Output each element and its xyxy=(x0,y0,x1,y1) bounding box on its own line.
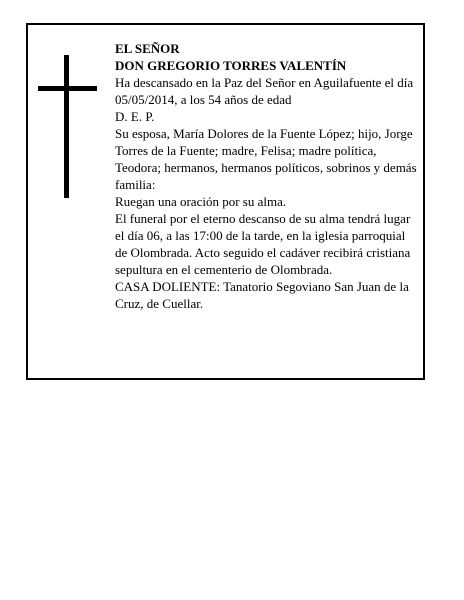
family-list: Su esposa, María Dolores de la Fuente López; hijo, Jorge Torres de la Fuente; madre, Felisa; madre política, Teodora; hermanos, hermanos políticos, sobrinos y demás familia: xyxy=(115,126,417,192)
obituary-notice xyxy=(26,23,425,380)
cross-vertical-bar xyxy=(64,55,69,198)
prayer-request: Ruegan una oración por su alma. xyxy=(115,194,287,209)
cross-icon xyxy=(38,55,98,198)
mourning-house: CASA DOLIENTE: Tanatorio Segoviano San Juan de la Cruz, de Cuellar. xyxy=(115,279,409,311)
obituary-text xyxy=(115,40,417,312)
rest-in-peace: D. E. P. xyxy=(115,109,155,124)
title-honorific: EL SEÑOR xyxy=(115,41,180,56)
deceased-name: DON GREGORIO TORRES VALENTÍN xyxy=(115,58,347,73)
death-statement: Ha descansado en la Paz del Señor en Aguilafuente el día 05/05/2014, a los 54 años de edad xyxy=(115,75,414,107)
cross-horizontal-bar xyxy=(38,86,97,91)
funeral-details: El funeral por el eterno descanso de su alma tendrá lugar el día 06, a las 17:00 de la tarde, en la iglesia parroquial de Olombrada. Acto seguido el cadáver recibirá cristiana sepultura en el cementerio de Olombrada. xyxy=(115,211,411,277)
